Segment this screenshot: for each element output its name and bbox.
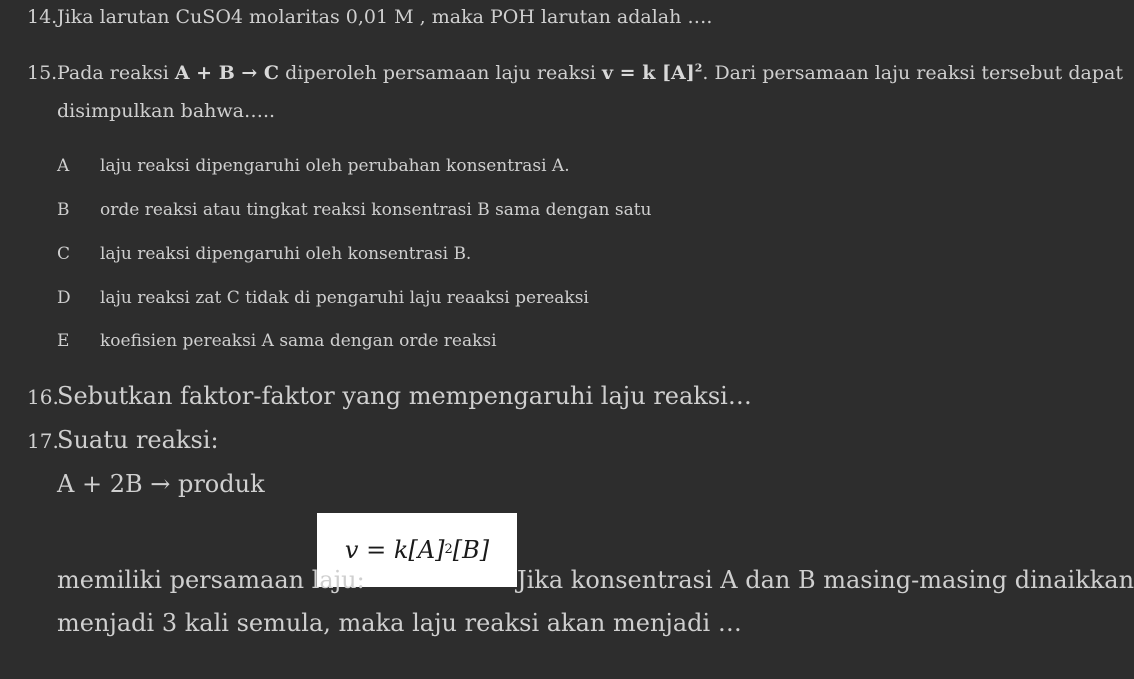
option-letter: D [57,288,71,308]
reaction-equation-17: A + 2B → produk [57,470,265,498]
question-text: Sebutkan faktor-faktor yang mempengaruhi laju reaksi… [57,382,752,410]
option-a [57,156,570,176]
option-text: laju reaksi zat C tidak di pengaruhi laju reaaksi pereaksi [100,288,589,308]
option-c [57,244,471,264]
question-number: 15. [27,62,58,84]
rate-law-formula-image: v = k[A] 2 [B] [317,513,517,587]
question-17 [27,426,219,454]
question-text-pre: Pada reaksi [57,62,175,84]
option-text: laju reaksi dipengaruhi oleh perubahan konsentrasi A. [100,156,570,176]
rate-law [602,62,702,84]
question-17-line2: menjadi 3 kali semula, maka laju reaksi akan menjadi … [57,609,742,637]
question-number: 17. [27,429,59,453]
reaction-equation: A + B → C [174,62,280,84]
option-text: koefisien pereaksi A sama dengan orde reaksi [100,331,497,351]
question-15 [27,62,1123,84]
option-e [57,331,497,351]
option-letter: E [57,331,70,351]
question-text: Suatu reaksi: [57,426,219,454]
question-number: 14. [27,6,58,28]
option-letter: C [57,244,71,264]
question-14 [27,6,712,28]
option-text: orde reaksi atau tingkat reaksi konsentrasi B sama dengan satu [100,200,652,220]
question-number: 16. [27,385,59,409]
question-text-mid: diperoleh persamaan laju reaksi [279,62,602,84]
question-17-line1-pre: memiliki persamaan laju: [57,566,365,594]
question-text-post: . Dari persamaan laju reaksi tersebut dapat [702,62,1123,84]
formula-main: v = k[A] [344,536,445,564]
question-text: Jika larutan CuSO4 molaritas 0,01 M , maka POH larutan adalah …. [57,6,713,28]
option-text: laju reaksi dipengaruhi oleh konsentrasi B. [100,244,472,264]
question-17-line1-post: Jika konsentrasi A dan B masing-masing dinaikkan [517,566,1134,594]
option-b [57,200,652,220]
question-15-continuation: disimpulkan bahwa….. [57,100,276,122]
rate-law-exponent: 2 [694,61,703,75]
option-letter: B [57,200,70,220]
option-letter: A [57,156,70,176]
formula-tail: [B] [452,536,490,564]
option-d [57,288,589,308]
question-16 [27,382,752,410]
rate-law-main: v = k [A] [602,62,695,84]
